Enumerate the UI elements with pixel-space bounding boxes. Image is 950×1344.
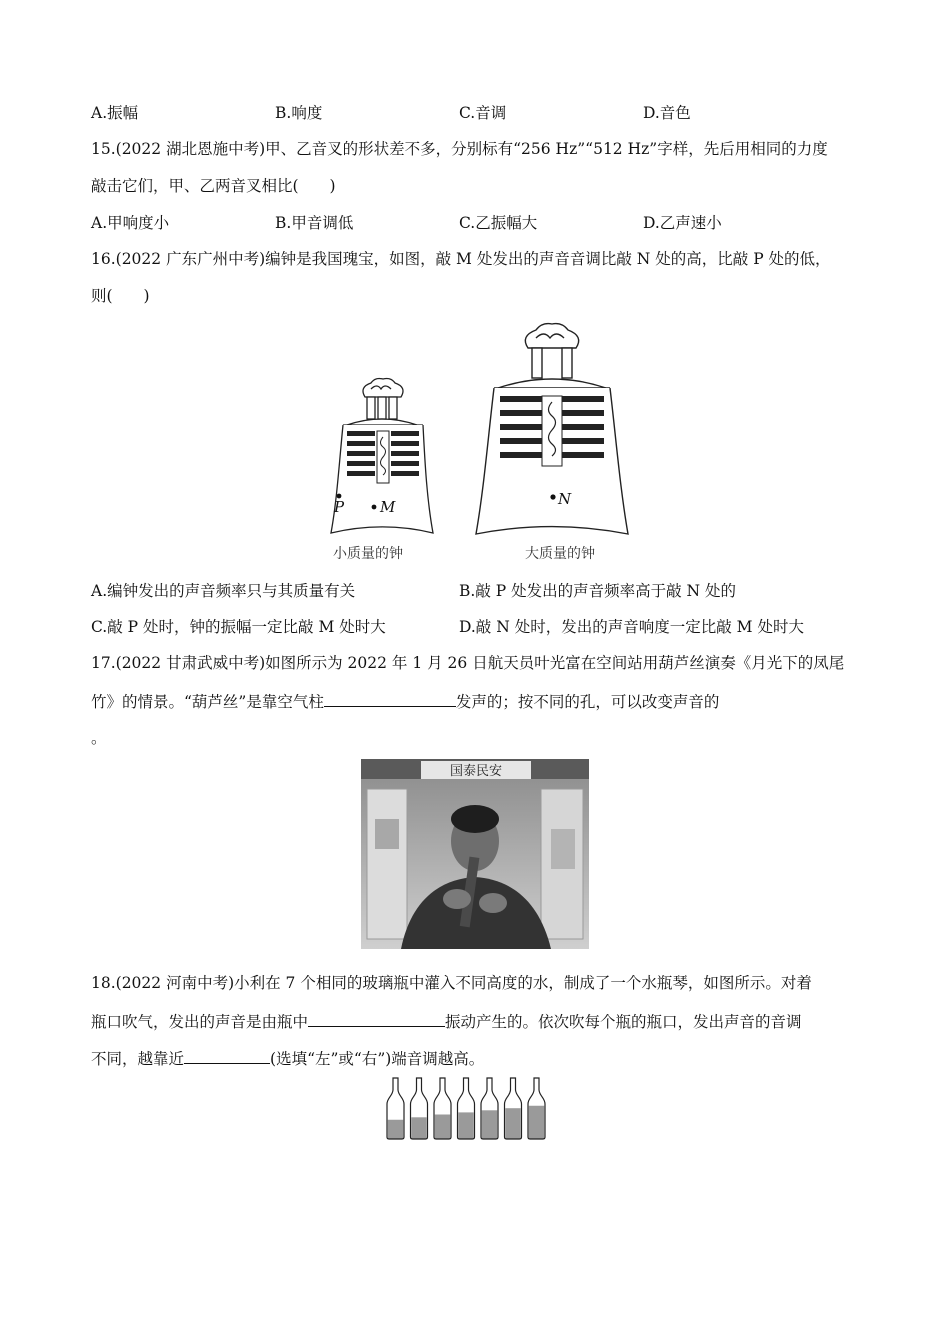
water-fill — [529, 1106, 544, 1139]
water-fill — [458, 1112, 473, 1139]
q18-blank-2[interactable] — [184, 1047, 270, 1064]
water-bottles-figure — [383, 1076, 569, 1142]
water-fill — [435, 1115, 450, 1140]
q17-stem-line3 — [91, 727, 107, 748]
q17-blank-1[interactable] — [324, 690, 456, 707]
q18-text-c: 不同，越靠近 — [91, 1050, 185, 1068]
q18-stem-line1: 18.(2022 河南中考)小利在 7 个相同的玻璃瓶中灌入不同高度的水，制成了一个水瓶琴，如图所示。对着 — [91, 974, 812, 992]
q17-period: 。 — [91, 729, 107, 747]
water-bottle — [481, 1078, 498, 1139]
q17-stem-line2 — [91, 690, 719, 712]
small-bell-caption: 小质量的钟 — [333, 546, 403, 562]
q18-blank-1[interactable] — [308, 1010, 445, 1027]
q14-option-a: A.振幅 — [91, 104, 139, 122]
photo-banner-text: 国泰民安 — [449, 764, 503, 779]
label-n: N — [558, 490, 572, 508]
q18-text-b: 振动产生的。依次吹每个瓶的瓶口，发出声音的音调 — [445, 1013, 802, 1031]
large-bell-caption: 大质量的钟 — [525, 546, 595, 562]
q14-option-d: D.音色 — [643, 104, 691, 122]
q18-text-a: 瓶口吹气，发出的声音是由瓶中 — [91, 1013, 309, 1031]
q16-option-a: A.编钟发出的声音频率只与其质量有关 — [91, 582, 356, 600]
q15-option-c: C.乙振幅大 — [459, 214, 538, 232]
water-bottle — [528, 1078, 545, 1139]
q17-text-a: 竹》的情景。“葫芦丝”是靠空气柱 — [91, 693, 324, 711]
water-bottle — [387, 1078, 404, 1139]
water-fill — [388, 1120, 403, 1139]
q16-stem-line1: 16.(2022 广东广州中考)编钟是我国瑰宝，如图，敲 M 处发出的声音音调比敲 N 处的高，比敲 P 处的低， — [91, 250, 831, 268]
q16-stem-line2: 则( ) — [91, 287, 150, 305]
water-bottle — [434, 1078, 451, 1139]
large-bell-figure — [472, 318, 632, 538]
q15-option-d: D.乙声速小 — [643, 214, 722, 232]
water-fill — [411, 1117, 426, 1139]
q18-stem-line3 — [91, 1047, 484, 1069]
label-m: M — [380, 498, 396, 516]
q14-option-b: B.响度 — [275, 104, 323, 122]
q17-text-b: 发声的；按不同的孔，可以改变声音的 — [455, 693, 720, 711]
water-bottle — [411, 1078, 428, 1139]
label-p: P — [334, 498, 345, 516]
q14-option-c: C.音调 — [459, 104, 507, 122]
water-fill — [482, 1110, 497, 1139]
q15-stem-line1: 15.(2022 湖北恩施中考)甲、乙音叉的形状差不多，分别标有“256 Hz”“512 Hz”字样，先后用相同的力度 — [91, 140, 828, 158]
q18-stem-line2 — [91, 1010, 802, 1032]
q16-option-c: C.敲 P 处时，钟的振幅一定比敲 M 处时大 — [91, 618, 386, 636]
astronaut-photo — [361, 759, 589, 949]
water-bottle — [505, 1078, 522, 1139]
q15-stem-line2: 敲击它们，甲、乙两音叉相比( ) — [91, 177, 336, 195]
water-fill — [505, 1108, 520, 1139]
q16-option-b: B.敲 P 处发出的声音频率高于敲 N 处的 — [459, 582, 737, 600]
q17-stem-line1: 17.(2022 甘肃武威中考)如图所示为 2022 年 1 月 26 日航天员叶光富在空间站用葫芦丝演奏《月光下的凤尾 — [91, 654, 845, 672]
q15-option-a: A.甲响度小 — [91, 214, 170, 232]
q16-option-d: D.敲 N 处时，发出的声音响度一定比敲 M 处时大 — [459, 618, 804, 636]
water-bottle — [458, 1078, 475, 1139]
q15-option-b: B.甲音调低 — [275, 214, 354, 232]
q18-text-d: (选填“左”或“右”)端音调越高。 — [270, 1050, 485, 1068]
